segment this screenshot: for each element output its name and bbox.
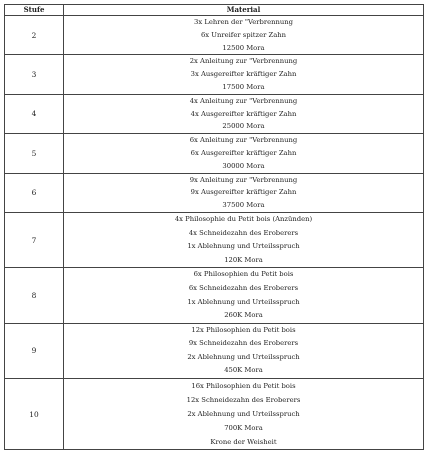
material-line: 6x Anleitung zur "Verbrennung	[189, 136, 298, 145]
material-cell	[64, 55, 424, 94]
stufe-cell: 6	[5, 173, 64, 212]
material-cell	[64, 268, 424, 323]
stufe-cell: 5	[5, 134, 64, 173]
material-line: 4x Schneidezahn des Eroberers	[188, 228, 299, 237]
material-line: 6x Philosophien du Petit bois	[193, 270, 294, 279]
material-line: 120K Mora	[224, 255, 263, 264]
table-row	[5, 16, 424, 55]
stufe-cell: 7	[5, 212, 64, 267]
material-line: 1x Ablehnung und Urteilsspruch	[187, 297, 300, 306]
material-line: 700K Mora	[224, 424, 263, 433]
table-row	[5, 173, 424, 212]
material-cell	[64, 323, 424, 378]
material-line: Krone der Weisheit	[210, 438, 277, 447]
material-line: 9x Anleitung zur "Verbrennung	[189, 175, 298, 184]
material-line: 2x Ablehnung und Urteilsspruch	[187, 352, 300, 361]
stufe-cell: 2	[5, 16, 64, 55]
material-line: 3x Lehren der "Verbrennung	[194, 18, 293, 26]
stufe-cell: 8	[5, 268, 64, 323]
material-line: 6x Schneidezahn des Eroberers	[188, 283, 299, 292]
table-header-row	[5, 5, 424, 16]
material-line: 260K Mora	[224, 311, 263, 320]
material-cell	[64, 212, 424, 267]
material-line: 17500 Mora	[222, 82, 265, 91]
material-line: 4x Philosophie du Petit bois (Anzünden)	[174, 214, 313, 223]
material-line: 4x Ausgereifter kräftiger Zahn	[190, 109, 297, 118]
material-line: 12x Schneidezahn des Eroberers	[186, 396, 301, 405]
material-line: 30000 Mora	[222, 161, 265, 170]
material-line: 12x Philosophien du Petit bois	[191, 325, 296, 334]
material-line: 25000 Mora	[222, 122, 265, 131]
table-row	[5, 94, 424, 133]
header-stufe: Stufe	[5, 5, 64, 16]
table-row	[5, 268, 424, 323]
table-row	[5, 379, 424, 450]
table-row	[5, 323, 424, 378]
material-line: 6x Unreifer spitzer Zahn	[200, 30, 287, 39]
material-cell	[64, 173, 424, 212]
material-cell	[64, 16, 424, 55]
material-line: 4x Anleitung zur "Verbrennung	[189, 96, 298, 105]
material-line: 3x Ausgereifter kräftiger Zahn	[190, 70, 297, 79]
material-cell	[64, 379, 424, 450]
material-table	[4, 4, 424, 450]
stufe-cell: 9	[5, 323, 64, 378]
material-cell	[64, 134, 424, 173]
material-line: 2x Ablehnung und Urteilsspruch	[187, 410, 300, 419]
stufe-cell: 4	[5, 94, 64, 133]
material-table-container	[4, 4, 423, 450]
material-cell	[64, 94, 424, 133]
material-line: 9x Ausgereifter kräftiger Zahn	[190, 188, 297, 197]
stufe-cell: 3	[5, 55, 64, 94]
material-line: 6x Ausgereifter kräftiger Zahn	[190, 148, 297, 157]
material-line: 9x Schneidezahn des Eroberers	[188, 339, 299, 348]
material-line: 2x Anleitung zur "Verbrennung	[189, 57, 298, 66]
table-row	[5, 212, 424, 267]
table-row	[5, 55, 424, 94]
material-line: 450K Mora	[224, 366, 263, 375]
material-line: 12500 Mora	[222, 43, 265, 52]
table-row	[5, 134, 424, 173]
header-material: Material	[64, 5, 424, 16]
stufe-cell: 10	[5, 379, 64, 450]
material-line: 1x Ablehnung und Urteilsspruch	[187, 242, 300, 251]
material-line: 37500 Mora	[222, 201, 265, 210]
material-line: 16x Philosophien du Petit bois	[191, 382, 296, 391]
